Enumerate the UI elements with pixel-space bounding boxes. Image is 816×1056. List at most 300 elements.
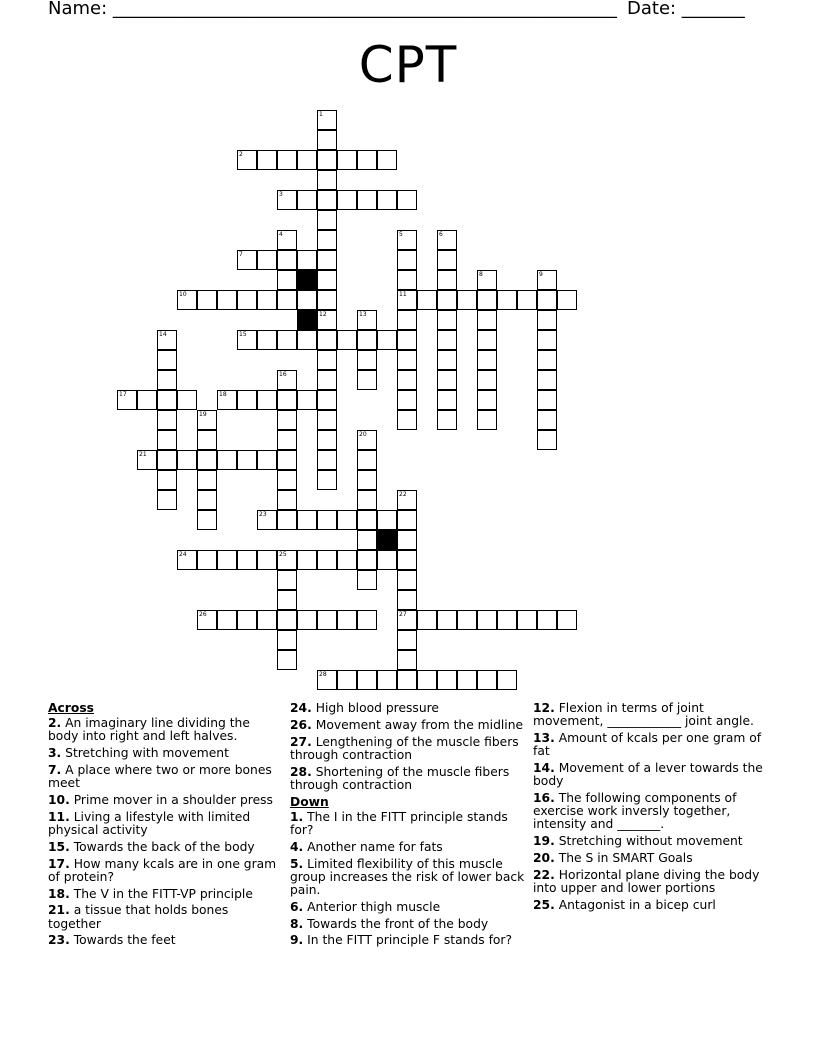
grid-cell[interactable]	[197, 410, 217, 430]
clue-number: 28.	[290, 764, 312, 779]
grid-cell[interactable]	[297, 390, 317, 410]
grid-cell[interactable]	[457, 610, 477, 630]
grid-cell[interactable]	[537, 370, 557, 390]
grid-cell[interactable]	[337, 670, 357, 690]
grid-cell[interactable]	[437, 670, 457, 690]
grid-cell[interactable]	[357, 330, 377, 350]
grid-cell[interactable]	[137, 390, 157, 410]
clue-number: 20.	[533, 851, 555, 865]
grid-cell[interactable]	[277, 190, 297, 210]
grid-cell[interactable]	[317, 290, 337, 310]
grid-cell[interactable]	[437, 350, 457, 370]
cell-number: 2	[239, 151, 243, 158]
grid-cell[interactable]	[477, 670, 497, 690]
grid-cell[interactable]	[537, 410, 557, 430]
clue-number: 27.	[290, 734, 312, 749]
clues-column-3	[533, 702, 773, 916]
grid-cell[interactable]	[317, 550, 337, 570]
grid-cell[interactable]	[157, 410, 177, 430]
grid-cell[interactable]	[117, 390, 137, 410]
clue-number: 26.	[290, 717, 312, 732]
grid-cell[interactable]	[217, 390, 237, 410]
grid-cell[interactable]	[357, 150, 377, 170]
grid-cell[interactable]	[317, 410, 337, 430]
grid-cell[interactable]	[277, 590, 297, 610]
grid-cell[interactable]	[437, 370, 457, 390]
grid-cell[interactable]	[277, 410, 297, 430]
grid-cell[interactable]	[197, 490, 217, 510]
cell-number: 14	[159, 331, 167, 338]
grid-cell[interactable]	[317, 330, 337, 350]
clue-text: Amount of kcals per one gram of fat	[533, 731, 762, 759]
grid-block	[377, 530, 397, 550]
grid-cell[interactable]	[317, 270, 337, 290]
clue-text: Limited flexibility of this muscle group increases the risk of lower back pain.	[290, 856, 525, 897]
cell-number: 24	[179, 551, 187, 558]
cell-number: 17	[119, 391, 127, 398]
cell-number: 28	[319, 671, 327, 678]
cell-number: 23	[259, 511, 267, 518]
grid-cell[interactable]	[557, 290, 577, 310]
grid-cell[interactable]	[317, 610, 337, 630]
grid-cell[interactable]	[537, 390, 557, 410]
grid-cell[interactable]	[397, 570, 417, 590]
grid-cell[interactable]	[197, 470, 217, 490]
grid-cell[interactable]	[357, 570, 377, 590]
grid-cell[interactable]	[437, 310, 457, 330]
clue-text: Prime mover in a shoulder press	[69, 793, 273, 807]
clue-number: 22.	[533, 867, 555, 882]
grid-cell[interactable]	[477, 610, 497, 630]
grid-cell[interactable]	[537, 610, 557, 630]
grid-cell[interactable]	[257, 510, 277, 530]
clue-text: Stretching without movement	[554, 834, 743, 849]
grid-cell[interactable]	[197, 450, 217, 470]
cell-number: 18	[219, 391, 227, 398]
grid-cell[interactable]	[297, 250, 317, 270]
clue-text: Flexion in terms of joint movement, ____________ joint angle.	[533, 701, 754, 729]
cell-number: 9	[539, 271, 543, 278]
grid-cell[interactable]	[397, 650, 417, 670]
grid-cell[interactable]	[257, 330, 277, 350]
grid-cell[interactable]	[197, 610, 217, 630]
grid-cell[interactable]	[417, 610, 437, 630]
down-clue	[533, 792, 773, 832]
clue-text: The I in the FITT principle stands for?	[290, 809, 508, 837]
cell-number: 21	[139, 451, 147, 458]
cell-number: 15	[239, 331, 247, 338]
grid-cell[interactable]	[357, 470, 377, 490]
grid-cell[interactable]	[477, 290, 497, 310]
clue-number: 13.	[533, 731, 555, 745]
grid-cell[interactable]	[537, 310, 557, 330]
grid-cell[interactable]	[317, 370, 337, 390]
grid-block	[297, 310, 317, 330]
grid-cell[interactable]	[317, 450, 337, 470]
grid-cell[interactable]	[397, 290, 417, 310]
clue-text: How many kcals are in one gram of protein?	[48, 856, 277, 884]
grid-cell[interactable]	[237, 390, 257, 410]
grid-cell[interactable]	[177, 390, 197, 410]
clue-text: Horizontal plane diving the body into upper and lower portions	[533, 867, 760, 895]
grid-cell[interactable]	[337, 190, 357, 210]
clue-text: a tissue that holds bones together	[48, 903, 229, 931]
grid-cell[interactable]	[357, 310, 377, 330]
grid-cell[interactable]	[177, 550, 197, 570]
grid-cell[interactable]	[337, 550, 357, 570]
clue-number: 25.	[533, 897, 555, 912]
across-clue	[48, 888, 280, 901]
grid-cell[interactable]	[357, 550, 377, 570]
grid-cell[interactable]	[377, 550, 397, 570]
clue-text: Antagonist in a bicep curl	[554, 897, 716, 912]
grid-cell[interactable]	[337, 610, 357, 630]
across-clue	[290, 766, 526, 792]
grid-cell[interactable]	[377, 510, 397, 530]
grid-cell[interactable]	[317, 190, 337, 210]
clue-number: 19.	[533, 834, 555, 849]
clue-number: 7.	[48, 763, 62, 777]
down-clue	[533, 732, 773, 758]
grid-cell[interactable]	[237, 550, 257, 570]
grid-cell[interactable]	[277, 330, 297, 350]
grid-cell[interactable]	[557, 610, 577, 630]
grid-cell[interactable]	[457, 290, 477, 310]
grid-cell[interactable]	[397, 590, 417, 610]
grid-cell[interactable]	[257, 250, 277, 270]
grid-cell[interactable]	[237, 330, 257, 350]
across-clue	[48, 811, 280, 837]
date-field[interactable]: Date: _______	[627, 0, 745, 19]
grid-cell[interactable]	[217, 550, 237, 570]
grid-cell[interactable]	[537, 270, 557, 290]
cell-number: 11	[399, 291, 407, 298]
clue-text: Living a lifestyle with limited physical activity	[48, 809, 251, 837]
grid-cell[interactable]	[157, 470, 177, 490]
grid-cell[interactable]	[497, 670, 517, 690]
cell-number: 26	[199, 611, 207, 618]
grid-cell[interactable]	[297, 510, 317, 530]
across-clue	[48, 858, 280, 884]
clue-number: 11.	[48, 809, 70, 824]
grid-cell[interactable]	[157, 430, 177, 450]
grid-cell[interactable]	[437, 270, 457, 290]
grid-cell[interactable]	[277, 510, 297, 530]
down-clue	[533, 762, 773, 788]
across-clue	[290, 719, 526, 732]
down-clue	[533, 835, 773, 848]
down-heading: Down	[290, 794, 329, 809]
down-clue	[290, 901, 526, 914]
clues-column-1	[48, 702, 280, 951]
down-clue	[533, 852, 773, 865]
clues-column-2	[290, 702, 526, 951]
grid-cell[interactable]	[157, 370, 177, 390]
grid-cell[interactable]	[317, 230, 337, 250]
grid-cell[interactable]	[397, 270, 417, 290]
grid-cell[interactable]	[237, 290, 257, 310]
down-clue	[533, 869, 773, 895]
grid-cell[interactable]	[497, 610, 517, 630]
down-clue	[533, 702, 773, 728]
grid-cell[interactable]	[437, 290, 457, 310]
grid-cell[interactable]	[377, 190, 397, 210]
grid-cell[interactable]	[377, 330, 397, 350]
cell-number: 6	[439, 231, 443, 238]
grid-cell[interactable]	[357, 530, 377, 550]
grid-cell[interactable]	[257, 150, 277, 170]
grid-cell[interactable]	[317, 130, 337, 150]
grid-cell[interactable]	[437, 330, 457, 350]
across-clue	[48, 764, 280, 790]
grid-cell[interactable]	[277, 370, 297, 390]
down-clue	[290, 811, 526, 837]
cell-number: 16	[279, 371, 287, 378]
grid-cell[interactable]	[477, 310, 497, 330]
cell-number: 8	[479, 271, 483, 278]
grid-cell[interactable]	[137, 450, 157, 470]
grid-cell[interactable]	[537, 290, 557, 310]
grid-cell[interactable]	[177, 450, 197, 470]
grid-cell[interactable]	[337, 150, 357, 170]
grid-cell[interactable]	[437, 250, 457, 270]
grid-cell[interactable]	[197, 290, 217, 310]
clue-number: 9.	[290, 933, 304, 948]
grid-cell[interactable]	[297, 150, 317, 170]
grid-cell[interactable]	[477, 270, 497, 290]
clue-number: 17.	[48, 856, 70, 871]
grid-cell[interactable]	[297, 190, 317, 210]
grid-cell[interactable]	[537, 330, 557, 350]
grid-cell[interactable]	[397, 490, 417, 510]
clue-number: 21.	[48, 903, 70, 918]
cell-number: 10	[179, 291, 187, 298]
clue-number: 6.	[290, 899, 304, 914]
clue-text: Anterior thigh muscle	[303, 899, 441, 914]
grid-cell[interactable]	[317, 390, 337, 410]
grid-cell[interactable]	[357, 350, 377, 370]
grid-cell[interactable]	[397, 510, 417, 530]
grid-cell[interactable]	[277, 470, 297, 490]
grid-cell[interactable]	[357, 490, 377, 510]
clue-text: Towards the feet	[69, 933, 176, 948]
grid-cell[interactable]	[397, 250, 417, 270]
grid-cell[interactable]	[397, 670, 417, 690]
clue-text: High blood pressure	[311, 701, 439, 715]
clue-text: Another name for fats	[303, 839, 443, 854]
clue-text: An imaginary line dividing the body into right and left halves.	[48, 716, 250, 744]
grid-cell[interactable]	[437, 390, 457, 410]
grid-cell[interactable]	[197, 510, 217, 530]
grid-cell[interactable]	[517, 290, 537, 310]
grid-cell[interactable]	[217, 450, 237, 470]
grid-block	[297, 270, 317, 290]
grid-cell[interactable]	[397, 550, 417, 570]
grid-cell[interactable]	[177, 290, 197, 310]
grid-cell[interactable]	[417, 290, 437, 310]
cell-number: 5	[399, 231, 403, 238]
grid-cell[interactable]	[257, 550, 277, 570]
grid-cell[interactable]	[277, 250, 297, 270]
grid-cell[interactable]	[317, 150, 337, 170]
grid-cell[interactable]	[477, 330, 497, 350]
grid-cell[interactable]	[517, 610, 537, 630]
grid-cell[interactable]	[317, 430, 337, 450]
clue-number: 3.	[48, 746, 62, 761]
grid-cell[interactable]	[477, 410, 497, 430]
grid-cell[interactable]	[337, 330, 357, 350]
grid-cell[interactable]	[277, 150, 297, 170]
page-title: CPT	[358, 36, 458, 94]
grid-cell[interactable]	[257, 290, 277, 310]
grid-cell[interactable]	[157, 490, 177, 510]
grid-cell[interactable]	[477, 350, 497, 370]
grid-cell[interactable]	[377, 670, 397, 690]
grid-cell[interactable]	[397, 390, 417, 410]
across-clue	[48, 841, 280, 854]
clue-number: 10.	[48, 793, 70, 807]
cell-number: 20	[359, 431, 367, 438]
clue-number: 8.	[290, 916, 304, 931]
cell-number: 19	[199, 411, 207, 418]
clue-number: 12.	[533, 701, 555, 715]
clue-number: 18.	[48, 886, 70, 901]
grid-cell[interactable]	[197, 550, 217, 570]
across-clue	[290, 736, 526, 762]
grid-cell[interactable]	[317, 250, 337, 270]
grid-cell[interactable]	[357, 190, 377, 210]
cell-number: 27	[399, 611, 407, 618]
grid-cell[interactable]	[257, 610, 277, 630]
clue-text: The S in SMART Goals	[554, 851, 693, 865]
grid-cell[interactable]	[257, 450, 277, 470]
clue-text: Towards the back of the body	[69, 839, 255, 854]
grid-cell[interactable]	[237, 610, 257, 630]
grid-cell[interactable]	[357, 610, 377, 630]
grid-cell[interactable]	[317, 110, 337, 130]
grid-cell[interactable]	[397, 330, 417, 350]
grid-cell[interactable]	[277, 430, 297, 450]
grid-cell[interactable]	[537, 350, 557, 370]
grid-cell[interactable]	[157, 330, 177, 350]
grid-cell[interactable]	[317, 310, 337, 330]
clue-number: 2.	[48, 716, 62, 731]
grid-cell[interactable]	[397, 610, 417, 630]
clue-number: 4.	[290, 839, 304, 854]
grid-cell[interactable]	[477, 370, 497, 390]
grid-cell[interactable]	[277, 570, 297, 590]
across-clue	[48, 904, 280, 930]
grid-cell[interactable]	[397, 310, 417, 330]
cell-number: 1	[319, 111, 323, 118]
grid-cell[interactable]	[217, 290, 237, 310]
grid-cell[interactable]	[397, 350, 417, 370]
grid-cell[interactable]	[357, 430, 377, 450]
grid-cell[interactable]	[317, 670, 337, 690]
cell-number: 3	[279, 191, 283, 198]
grid-cell[interactable]	[457, 670, 477, 690]
clue-text: The V in the FITT-VP principle	[69, 886, 253, 901]
grid-cell[interactable]	[317, 210, 337, 230]
grid-cell[interactable]	[277, 630, 297, 650]
grid-cell[interactable]	[317, 350, 337, 370]
grid-cell[interactable]	[397, 230, 417, 250]
grid-cell[interactable]	[197, 430, 217, 450]
clue-text: In the FITT principle F stands for?	[303, 933, 513, 948]
grid-cell[interactable]	[377, 150, 397, 170]
cell-number: 12	[319, 311, 327, 318]
grid-cell[interactable]	[317, 170, 337, 190]
across-clue	[48, 794, 280, 807]
grid-cell[interactable]	[317, 470, 337, 490]
grid-cell[interactable]	[397, 410, 417, 430]
grid-cell[interactable]	[257, 390, 277, 410]
grid-cell[interactable]	[397, 370, 417, 390]
grid-cell[interactable]	[417, 670, 437, 690]
cell-number: 25	[279, 551, 287, 558]
grid-cell[interactable]	[357, 370, 377, 390]
grid-cell[interactable]	[157, 390, 177, 410]
grid-cell[interactable]	[317, 510, 337, 530]
grid-cell[interactable]	[297, 610, 317, 630]
grid-cell[interactable]	[217, 610, 237, 630]
clue-text: Lengthening of the muscle fibers through contraction	[290, 734, 519, 762]
down-clue	[533, 899, 773, 912]
grid-cell[interactable]	[277, 610, 297, 630]
grid-cell[interactable]	[277, 270, 297, 290]
grid-cell[interactable]	[277, 550, 297, 570]
grid-cell[interactable]	[357, 670, 377, 690]
grid-cell[interactable]	[397, 530, 417, 550]
grid-cell[interactable]	[297, 550, 317, 570]
grid-cell[interactable]	[537, 430, 557, 450]
clue-number: 23.	[48, 933, 70, 948]
cell-number: 4	[279, 231, 283, 238]
name-field[interactable]: Name: ________________________________________________________	[48, 0, 617, 19]
down-clue	[290, 841, 526, 854]
grid-cell[interactable]	[397, 190, 417, 210]
across-clue	[48, 717, 280, 743]
grid-cell[interactable]	[157, 350, 177, 370]
grid-cell[interactable]	[237, 250, 257, 270]
grid-cell[interactable]	[437, 410, 457, 430]
grid-cell[interactable]	[277, 450, 297, 470]
clue-text: Movement of a lever towards the body	[533, 761, 763, 789]
grid-cell[interactable]	[437, 230, 457, 250]
grid-cell[interactable]	[157, 450, 177, 470]
grid-cell[interactable]	[397, 630, 417, 650]
grid-cell[interactable]	[237, 150, 257, 170]
grid-cell[interactable]	[357, 450, 377, 470]
grid-cell[interactable]	[297, 330, 317, 350]
grid-cell[interactable]	[277, 390, 297, 410]
grid-cell[interactable]	[357, 510, 377, 530]
down-clue	[290, 858, 526, 898]
clue-number: 1.	[290, 809, 304, 824]
grid-cell[interactable]	[277, 650, 297, 670]
across-clue	[48, 934, 280, 947]
grid-cell[interactable]	[277, 490, 297, 510]
grid-cell[interactable]	[237, 450, 257, 470]
grid-cell[interactable]	[277, 230, 297, 250]
grid-cell[interactable]	[297, 290, 317, 310]
grid-cell[interactable]	[477, 390, 497, 410]
grid-cell[interactable]	[437, 610, 457, 630]
grid-cell[interactable]	[497, 290, 517, 310]
grid-cell[interactable]	[277, 290, 297, 310]
clue-text: The following components of exercise work inversly together, intensity and _______.	[533, 791, 737, 832]
grid-cell[interactable]	[337, 510, 357, 530]
